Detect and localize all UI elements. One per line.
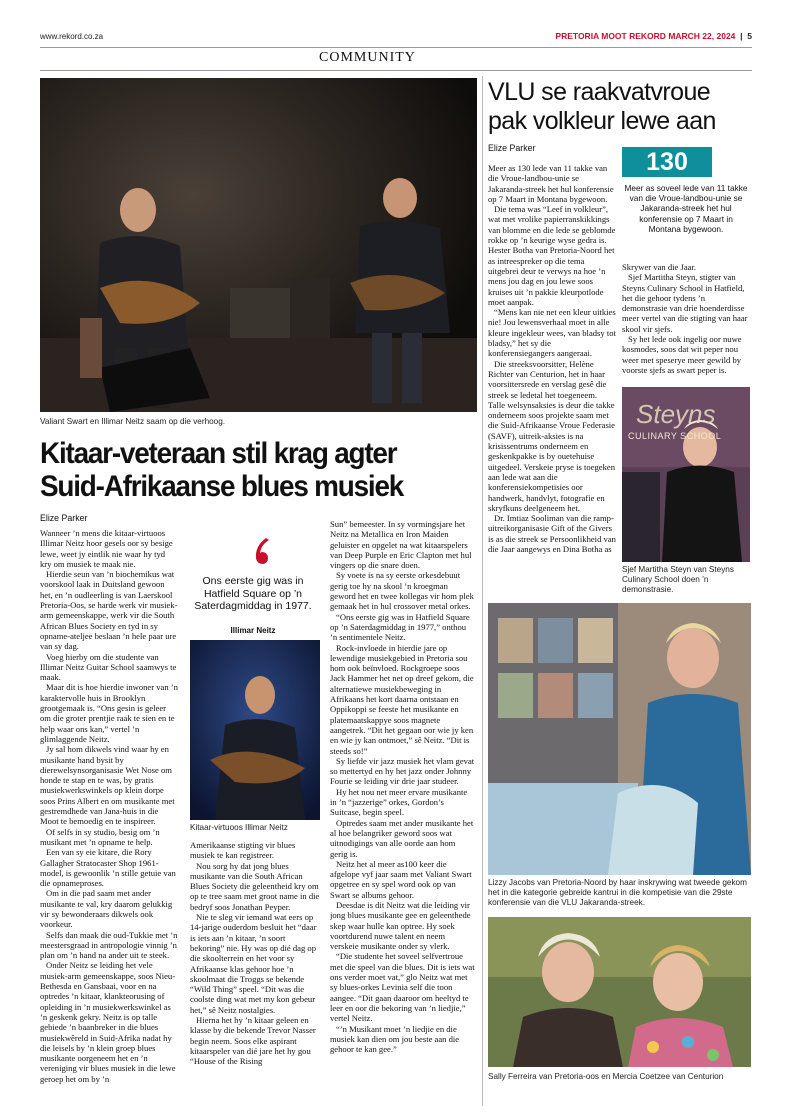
right-headline-line1: VLU se raakvatvroue: [488, 78, 711, 106]
site-url: www.rekord.co.za: [40, 32, 104, 41]
paragraph: Skrywer van die Jaar.: [622, 262, 696, 272]
lizzy-photo: [488, 603, 751, 875]
header-rule: [40, 47, 752, 48]
concert-photo-illustration: [40, 78, 477, 412]
paragraph: Sy liefde vir jazz musiek het vlam gevat so mettertyd en hy het jazz onder Johnny Fourie se leiding vir drie jaar studeer.: [330, 755, 475, 787]
chef-sign-sub: CULINARY SCHOOL: [628, 431, 722, 441]
paragraph: Om in die pad saam met ander musikante te val, kry daarom gelukkig vir sy bewonderaars dikwels ook voorkeur.: [40, 888, 173, 930]
paragraph: Optredes saam met ander musikante het al hoe belangriker geword soos wat uitnodigings van alle oorde aan hom gerig is.: [330, 817, 474, 859]
left-col3: [330, 519, 475, 1113]
inset-photo-illustration: [190, 640, 320, 820]
lizzy-photo-caption: Lizzy Jacobs van Pretoria-Noord by haar inskrywing wat tweede gekom het in die kategorie gebreide kantrui in die kompetisie van die 29ste konferensie van die VLU Jakaranda-streek.: [488, 878, 747, 907]
article-divider: [482, 76, 483, 1106]
lizzy-photo-illustration: [488, 603, 751, 875]
paragraph: Hierna het hy ’n kitaar geleen en klasse by die bekende Trevor Nasser begin neem. Soos elke aspirant kitaarspeler van dié jare het hy gou “House of the Rising: [190, 1015, 316, 1067]
left-col1: [40, 528, 178, 1114]
chef-sign: Steyns: [636, 399, 716, 429]
paragraph: Een van sy eie kitare, die Rory Gallagher Stratocaster Shop 1961-model, is gewoonlik ’n stille getuie van die opnameproses.: [40, 847, 176, 889]
paragraph: Voeg hierby om die studente van Illimar Neitz Guitar School saamwys te maak.: [40, 651, 177, 683]
paragraph: Deesdae is dit Neitz wat die leiding vir jong blues musikante gee en geleenthede skep waar hulle kan optree. Hy soek voortdurend nuwe talent en neem verskeie musikante onder sy vlerk.: [330, 899, 471, 952]
left-headline-line2: Suid-Afrikaanse blues musiek: [40, 470, 404, 503]
paragraph: Selfs dan maak die oud-Tukkie met ’n meestersgraad in antropologie vinnig ’n plan om ’n hand na ander uit te steek.: [40, 929, 178, 961]
chef-photo: [622, 387, 750, 562]
right-headline-line2: pak volkleur lewe aan: [488, 107, 716, 135]
concert-photo-caption: Valiant Swart en Illimar Neitz saam op die verhoog.: [40, 417, 226, 426]
right-headline: [488, 78, 753, 136]
section-label: COMMUNITY: [319, 50, 416, 65]
right-col2: [622, 262, 750, 384]
paragraph: Maar dit is hoe hierdie inwoner van ’n karaktervolle huis in Brooklyn grootgemaak is. “Ons gesin is geleer om die groter prentjie raak te sien en te help waar ons kan,” vertel ’n glimlaggende Neitz.: [40, 682, 178, 744]
paragraph: “Mens kan nie net een kleur uitkies nie! Jou lewensverhaal moet in alle kleure ingekleur wees, van bladsy tot bladsy,” het sy die konferensiegangers aangeraai.: [488, 307, 616, 359]
page-number: 5: [747, 31, 752, 41]
paragraph: Rock-invloede in hierdie jare op lewendige musiekgebied in Pretoria sou hom ook beïnvloed. Rockgroepe soos Jack Hammer het net op dreef gekom, die alternatiewe musiekbeweging in Afrikaans het kort daarna ontstaan en Oppikoppi se feeste het musikante en platemaatskappye soos magnete aangetrek. “Dit het gegaan oor wie jy ken en wie jy kan ontmoet,” sê Neitz. “Dit is steeds so!”: [330, 642, 474, 756]
masthead-sep: |: [737, 31, 745, 41]
paragraph: “’n Musikant moet ’n liedjie en die musiek kan dien om jou beste aan die gehoor te kan gee.”: [330, 1023, 460, 1055]
paragraph: Sun” bemeester. In sy vormingsjare het Neitz na Metallica en Iron Maiden geluister en opgelet na wat kitaarspelers van Deep Purple en Eric Clapton met hul vingers op die snare doen.: [330, 519, 472, 571]
paragraph: Neitz het al meer as100 keer die afgelope vyf jaar saam met Valiant Swart opgetree en sy spel word ook op van Swart se albums gehoor.: [330, 858, 472, 900]
inset-guitarist-photo: [190, 640, 320, 820]
paragraph: Nie te sleg vir iemand wat eers op 14-jarige ouderdom besluit het “daar is iets aan ’n kitaar, ’n soort bekoring” nie. Hy was op dié dag op die skoolterrein en het voor sy Afrikaanse klas gehoor hoe ’n skoolmaat die Troggs se bekende “Wild Thing” speel. “Dit was die coolste ding wat met my kon gebeur het,” sê Neitz nostalgies.: [190, 912, 317, 1015]
stat-number-box: [622, 147, 712, 177]
paragraph: Jy sal hom dikwels vind waar hy en musikante hand bysit by dierewelsynsorganisasie Wet Nose om honde te stap en te was, by gratis musiekwerkswinkels op klein dorpe soos Prins Albert en om musikante met gestremdhede van Jana-huis in die Moot te bemoedig en te inspireer.: [40, 744, 175, 827]
paragraph: Wanneer ’n mens die kitaar-virtuoos Illimar Neitz hoor gesels oor sy besige lewe, weet jy eintlik nie waar hy tyd kry om musiek te maak nie.: [40, 528, 173, 569]
left-col2-bottom: [190, 840, 320, 1112]
masthead-name: PRETORIA MOOT REKORD: [555, 31, 666, 41]
paragraph: Meer as 130 lede van 11 takke van die Vroue-landbou-unie se Jakaranda-streek het hul konferensie op 7 Maart in Montana bygewoon.: [488, 163, 614, 204]
paragraph: Die streeksvoorsitter, Helène Richter van Centurion, het in haar voorsittersrede en verslag gesê die streek se ledetal het toegeneem. Talle welsynsaksies is deur die takke onderneem soos projekte saam met die Suid-Afrikaanse Vroue Federasie (SAVF), uitreik-aksies is na krisissentrums onderneem en geskenkpakke is by ouetehuise uitgedeel. Verskeie pryse is toegeken aan lede wat aan die konferensiekompetisies oor handwerk, handvlyt, fotografie en skryfkuns deelgeneem het.: [488, 358, 616, 513]
paragraph: “Ons eerste gig was in Hatfield Square op ’n Saterdagmiddag in 1977,” onthou ’n sentimentele Neitz.: [330, 611, 470, 643]
stat-number: 130: [646, 148, 688, 176]
paragraph: “Die studente het soveel selfvertroue met die speel van die blues. Dit is iets wat ons verder moet vat,” glo Neitz wat met sy blues-orkes Levinia self die toon aangee. “Dit gaan daaroor om heeltyd te leer en oor die bekoring van ’n liedjie,” vertel Neitz.: [330, 951, 475, 1024]
right-col1: [488, 163, 616, 599]
paragraph: Sy het lede ook ingelig oor nuwe kosmodes, soos dat wit peper nou weer met speserye meer gewild by voorste sjefs as swart peper is.: [622, 334, 742, 375]
paragraph: Hy het nou net meer ervare musikante in ’n “jazzerige” orkes, Gordon’s Suitcase, begin speel.: [330, 786, 468, 818]
sally-photo-caption: Sally Ferreira van Pretoria-oos en Mercia Coetzee van Centurion: [488, 1072, 724, 1081]
masthead-date: MARCH 22, 2024: [668, 31, 736, 41]
sally-photo-illustration: [488, 917, 751, 1067]
paragraph: Nou sorg hy dat jong blues musikante van die South African Blues Society die geleentheid kry om op te tree saam met groot name in die bedryf soos Jonathan Peyper.: [190, 860, 320, 912]
quote-mark-icon: [252, 536, 276, 566]
paragraph: Dr. Imtiaz Sooliman van die ramp-uitreikorganisasie Gift of the Givers is as die streek se Persoonlikheid van die Jaar aangewys en Dina Botha as: [488, 513, 616, 554]
paragraph: Sjef Martitha Steyn, stigter van Steyns Culinary School in Hatfield, het die gehoor tydens ’n demonstrasie van drie hoenderdisse meer vertel van die stigting van haar skool vir sjefs.: [622, 272, 748, 334]
chef-photo-caption: Sjef Martitha Steyn van Steyns Culinary School doen ’n demonstrasie.: [622, 565, 734, 594]
paragraph: Hierdie seun van ’n biochemikus wat voorskool laak in Duitsland gewoon het, en ’n oudleerling is van Laerskool Pretoria-Oos, se harde werk vir musiek-arm gemeenskappe, werk vir die South African Blues Society en tyd in sy opname-ateljee beslaan ’n hele paar ure van sy dag.: [40, 569, 178, 652]
section-rule: [40, 70, 752, 71]
paragraph: Amerikaanse stigting vir blues musiek te kan registreer.: [190, 840, 296, 861]
left-headline: [40, 437, 449, 503]
concert-photo: [40, 78, 477, 412]
paragraph: Die tema was “Leef in volkleur”, wat met vrolike papierranskikkings van blomme en die lede se geblomde rokke op ’n keurige wyse gedra is. Hester Botha van Pretoria-Noord het as intreespreker op die tema uitgebrei deur te verwys na hoe ’n mens jou dag en jou lewe soos kruises uit ’n pakkie kleurpotlode moet aanpak.: [488, 204, 616, 307]
left-headline-line1: Kitaar-veteraan stil krag agter: [40, 437, 397, 470]
pull-quote-attribution: Illimar Neitz: [230, 626, 276, 635]
paragraph: Of selfs in sy studio, besig om ’n musikant met ’n opname te help.: [40, 826, 160, 847]
stat-text: Meer as soveel lede van 11 takke van die Vroue-landbou-unie se Jakaranda-streek het hul konferensie op 7 Maart in Montana bygewoon.: [624, 183, 748, 234]
left-byline: Elize Parker: [40, 513, 88, 523]
sally-mercia-photo: [488, 917, 751, 1067]
inset-photo-caption: Kitaar-virtuoos Illimar Neitz: [190, 823, 288, 832]
right-byline: Elize Parker: [488, 143, 536, 153]
paragraph: Sy voete is na sy eerste orkesdebuut gerig toe hy na skool ’n kroegman geword het en twee kollegas vir hom plek gemaak het in hul crossover metal orkes.: [330, 570, 474, 612]
paragraph: Onder Neitz se leiding het vele musiek-arm gemeenskappe, soos Nieu-Bethesda en Gansbaai, voor en na optredes ’n kitaar, klankteorusing of opleiding in ’n musiekwerkswinkel as ’n geskenk gekry. Neitz is op talle gebiede ’n baanbreker in die blues musiekwêreld in Suid-Afrika nadat hy die leisels by ’n klein groep blues musikante oorgeneem het en ’n vereniging vir blues musiek in die lewe geroep het om by ’n: [40, 960, 176, 1084]
masthead-line: [555, 31, 752, 41]
pull-quote: Ons eerste gig was in Hatfield Square op ’n Saterdagmiddag in 1977.: [194, 575, 312, 613]
